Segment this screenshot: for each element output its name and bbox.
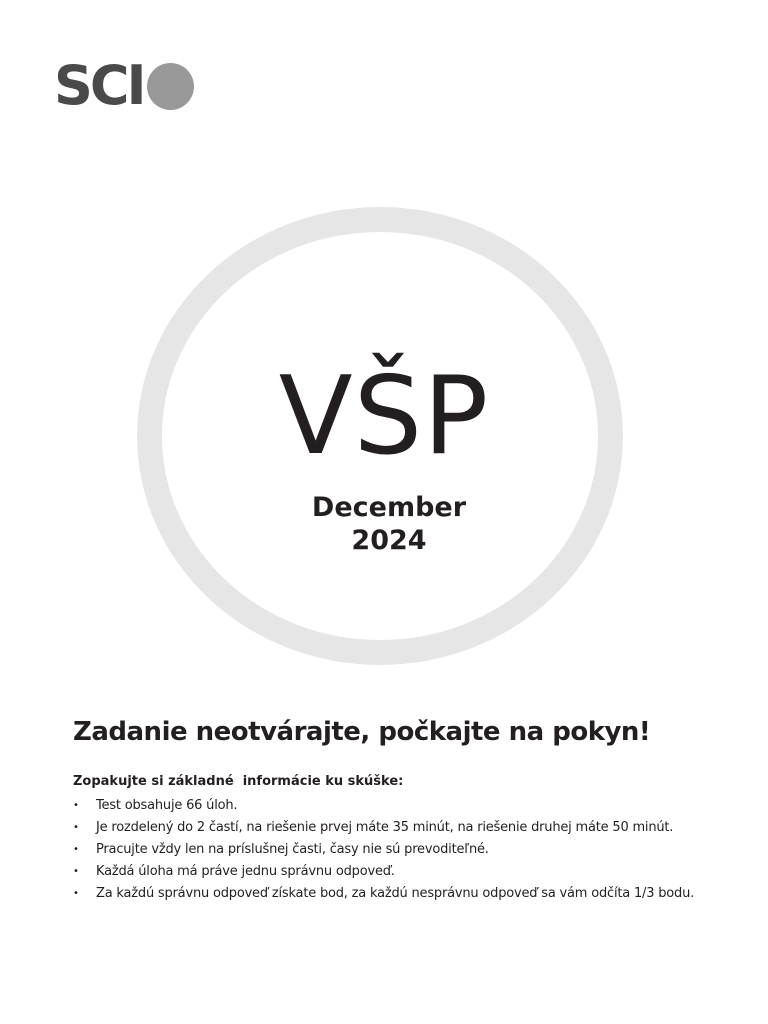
cover-title: VŠP bbox=[278, 354, 490, 479]
warning-heading: Zadanie neotvárajte, počkajte na pokyn! bbox=[73, 717, 651, 747]
info-heading: Zopakujte si základné informácie ku skúške: bbox=[73, 774, 404, 789]
info-item-single-answer: • Každá úloha má práve jednu správnu odpoveď. bbox=[73, 861, 694, 883]
info-item-question-count: • Test obsahuje 66 úloh. bbox=[73, 795, 694, 817]
cover-month: December bbox=[311, 492, 467, 523]
scio-logo bbox=[54, 54, 194, 117]
logo-circle-icon bbox=[147, 63, 194, 110]
info-item-parts-timing: • Je rozdelený do 2 častí, na riešenie prvej máte 35 minút, na riešenie druhej máte 50 minút. bbox=[73, 817, 694, 839]
info-list bbox=[73, 795, 694, 905]
logo-text: SCI bbox=[54, 54, 144, 117]
info-item-work-rule: • Pracujte vždy len na príslušnej časti, časy nie sú prevoditeľné. bbox=[73, 839, 694, 861]
cover-year: 2024 bbox=[351, 525, 427, 556]
info-item-scoring: • Za každú správnu odpoveď získate bod, za každú nesprávnu odpoveď sa vám odčíta 1/3 bodu. bbox=[73, 883, 694, 905]
